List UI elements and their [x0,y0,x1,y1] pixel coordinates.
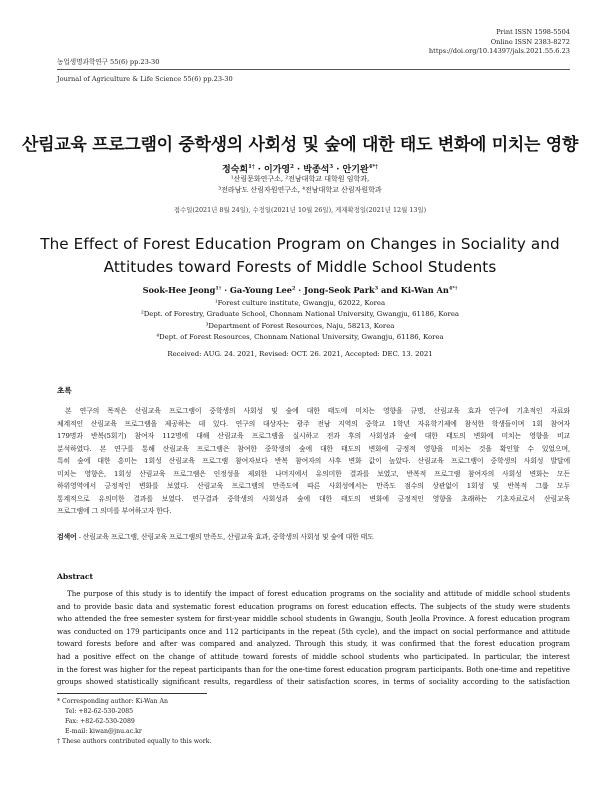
english-affiliation: ⁴Dept. of Forest Resources, Chonnam National University, Gwangju, 61186, Korea [156,332,444,341]
abstract-line: 하위영역에서 긍정적인 변화를 보였다. 산림교육 프로그램의 만족도에 따른 사회성에서는 만족도 점수의 상관없이 1회성 및 반복적 그룹 모두 [57,482,570,490]
english-authors: Sook-Hee Jeong$^{1\dagger}$ · Ga-Young Lee$^2$ · Jong-Seok Park$^3$ and Ki-Wan $An^{4*\dagger}$ [142,285,458,295]
english-affiliation: ²Dept. of Forestry, Graduate School, Chonnam National University, Gwangju, 61186, Korea [140,310,460,319]
online-issn: Online ISSN 2383-8272 [490,37,570,46]
english-abstract-body [57,588,570,689]
issn-block [429,28,570,57]
abstract-line: 본 연구의 목적은 산림교육 프로그램이 중학생의 사회성 및 숲에 대한 태도에 미치는 영향을 규명, 산림교육 효과 연구에 기초적인 자료와 [65,407,570,415]
english-abstract-heading: Abstract [57,572,94,581]
equal-contribution-note: † These authors contributed equally to this work. [57,738,212,745]
print-issn: Print ISSN 1598-5504 [496,28,570,36]
keywords-label: 검색어 [57,533,77,541]
abstract-line: 체계적인 산림교육 프로그램을 제공하는 데 있다. 연구의 대상자는 광주 전남 지역의 중학교 1학년 자유학기제에 참석한 학생들이며 1회 참여자 [57,419,570,428]
english-dates: Received: AUG. 24. 2021, Revised: OCT. 26. 2021, Accepted: DEC. 13. 2021 [167,350,433,358]
abstract-line: 미치는 영향은, 1회성 산림교육 프로그램은 인정성을 제외한 나머지에서 유의미한 결과를 보였고, 반복적 프로그램 참여자의 사회성 변화는 모든 [57,469,570,478]
abstract-line: and to provide basic data and systematic forest education programs on forest education effects. The subjects of the study were students [57,601,570,611]
korean-abstract-body [57,405,570,518]
abstract-line: The purpose of this study is to identify the impact of forest education programs on the sociality and attitude of middle school students [67,589,570,598]
korean-journal-citation: 농업생명과학연구 55(6) pp.23-30 [57,58,160,66]
korean-abstract-heading: 초록 [57,386,72,395]
english-journal-citation: Journal of Agriculture & Life Science 55(6) pp.23-30 [57,75,233,83]
doi-link[interactable]: https://doi.org/10.14397/jals.2021.55.6.23 [428,47,570,56]
abstract-line: who attended the free semester system for first-year middle school students in Gwangju, South Jeolla Province. A forest education program [57,614,570,624]
telephone: Tel: +82-62-530-2085 [65,708,134,715]
abstract-line: in the forest was higher for the repeat participants than for the one-time forest education program participants. Both one-time and repetitive [57,664,570,674]
english-affiliation: ¹Forest culture institute, Gwangju, 62022, Korea [214,299,386,307]
header-rule [57,69,570,70]
abstract-line: had a positive effect on the change of attitude toward forests of middle school students who participated. In particular, the interest [57,651,570,661]
footnote [57,697,211,747]
english-title-line-2: Attitudes toward Forests of Middle School Students [103,258,497,276]
email-link[interactable]: E-mail: kiwan@jnu.ac.kr [65,728,142,735]
english-affiliations [0,298,600,343]
keywords-list: - 산림교육 프로그램, 산림교육 프로그램의 만족도, 산림교육 효과, 중학생의 사회성 및 숲에 대한 태도 [76,533,374,541]
korean-title: 산림교육 프로그램이 중학생의 사회성 및 숲에 대한 태도 변화에 미치는 영향 [22,135,578,155]
korean-affiliation-1: ¹산림문화연구소, ²전남대학교 대학원 임학과, [230,175,370,183]
korean-affiliation-2: ³전라남도 산림자원연구소, ⁴전남대학교 산림자원학과 [218,186,382,194]
abstract-line: 프로그램에 그 의미를 부여하고자 한다. [57,507,172,515]
korean-keywords [57,531,374,544]
abstract-line: 특히 숲에 대한 흥미는 1회성 산림교육 프로그램 참여자보다 반복 참여자의 사후 변화 값이 높았다. 산림교육 프로그램이 중학생의 사회성 발달에 [57,457,570,465]
abstract-line: groups showed statistically significant results, regardless of their satisfaction scores, in terms of sociality according to the satisfaction [57,677,570,687]
english-affiliation: ³Department of Forest Resources, Naju, 58213, Korea [205,321,395,330]
abstract-line: 분석하였다. 본 연구를 통해 산림교육 프로그램은 참여한 중학생의 숲에 대한 태도의 변화에 긍정적 영향을 미치는 것을 확인할 수 있었으며, [57,444,570,453]
korean-dates: 접수일(2021년 8월 24일), 수정일(2021년 10월 26일), 게재확정일(2021년 12월 13일) [173,206,427,214]
abstract-line: was conducted on 179 participants once and 112 participants in the repeat (5th cycle), and the impact on social performance and attitude [57,626,570,636]
english-title [0,233,600,279]
abstract-line: 179명과 반복(5회기) 참여자 112명에 대해 산림교육 프로그램을 실시하고 전과 후의 사회성과 숲에 대한 태도의 변화에 미치는 영향을 비교 [57,432,570,440]
abstract-line: 통계적으로 유의미한 결과를 보였다. 연구결과 중학생의 사회성과 숲에 대한 태도의 변화에 긍정적인 영향을 초래하는 기초자료로서 산림교육 [57,494,570,503]
footnote-rule [57,693,207,694]
abstract-line: toward forests before and after was compared and analyzed. Through this study, it was confirmed that the forest education program [57,639,570,649]
english-title-line-1: The Effect of Forest Education Program on Changes in Sociality and [40,235,560,253]
fax: Fax: +82-62-530-2089 [65,718,135,725]
korean-authors: 정숙희$^{1\dagger}$ · 이가영$^2$ · 박종석$^3$ · 안기완$^{4*\dagger}$ [221,164,379,175]
corresponding-author: * Corresponding author: Ki-Wan An [57,698,168,705]
